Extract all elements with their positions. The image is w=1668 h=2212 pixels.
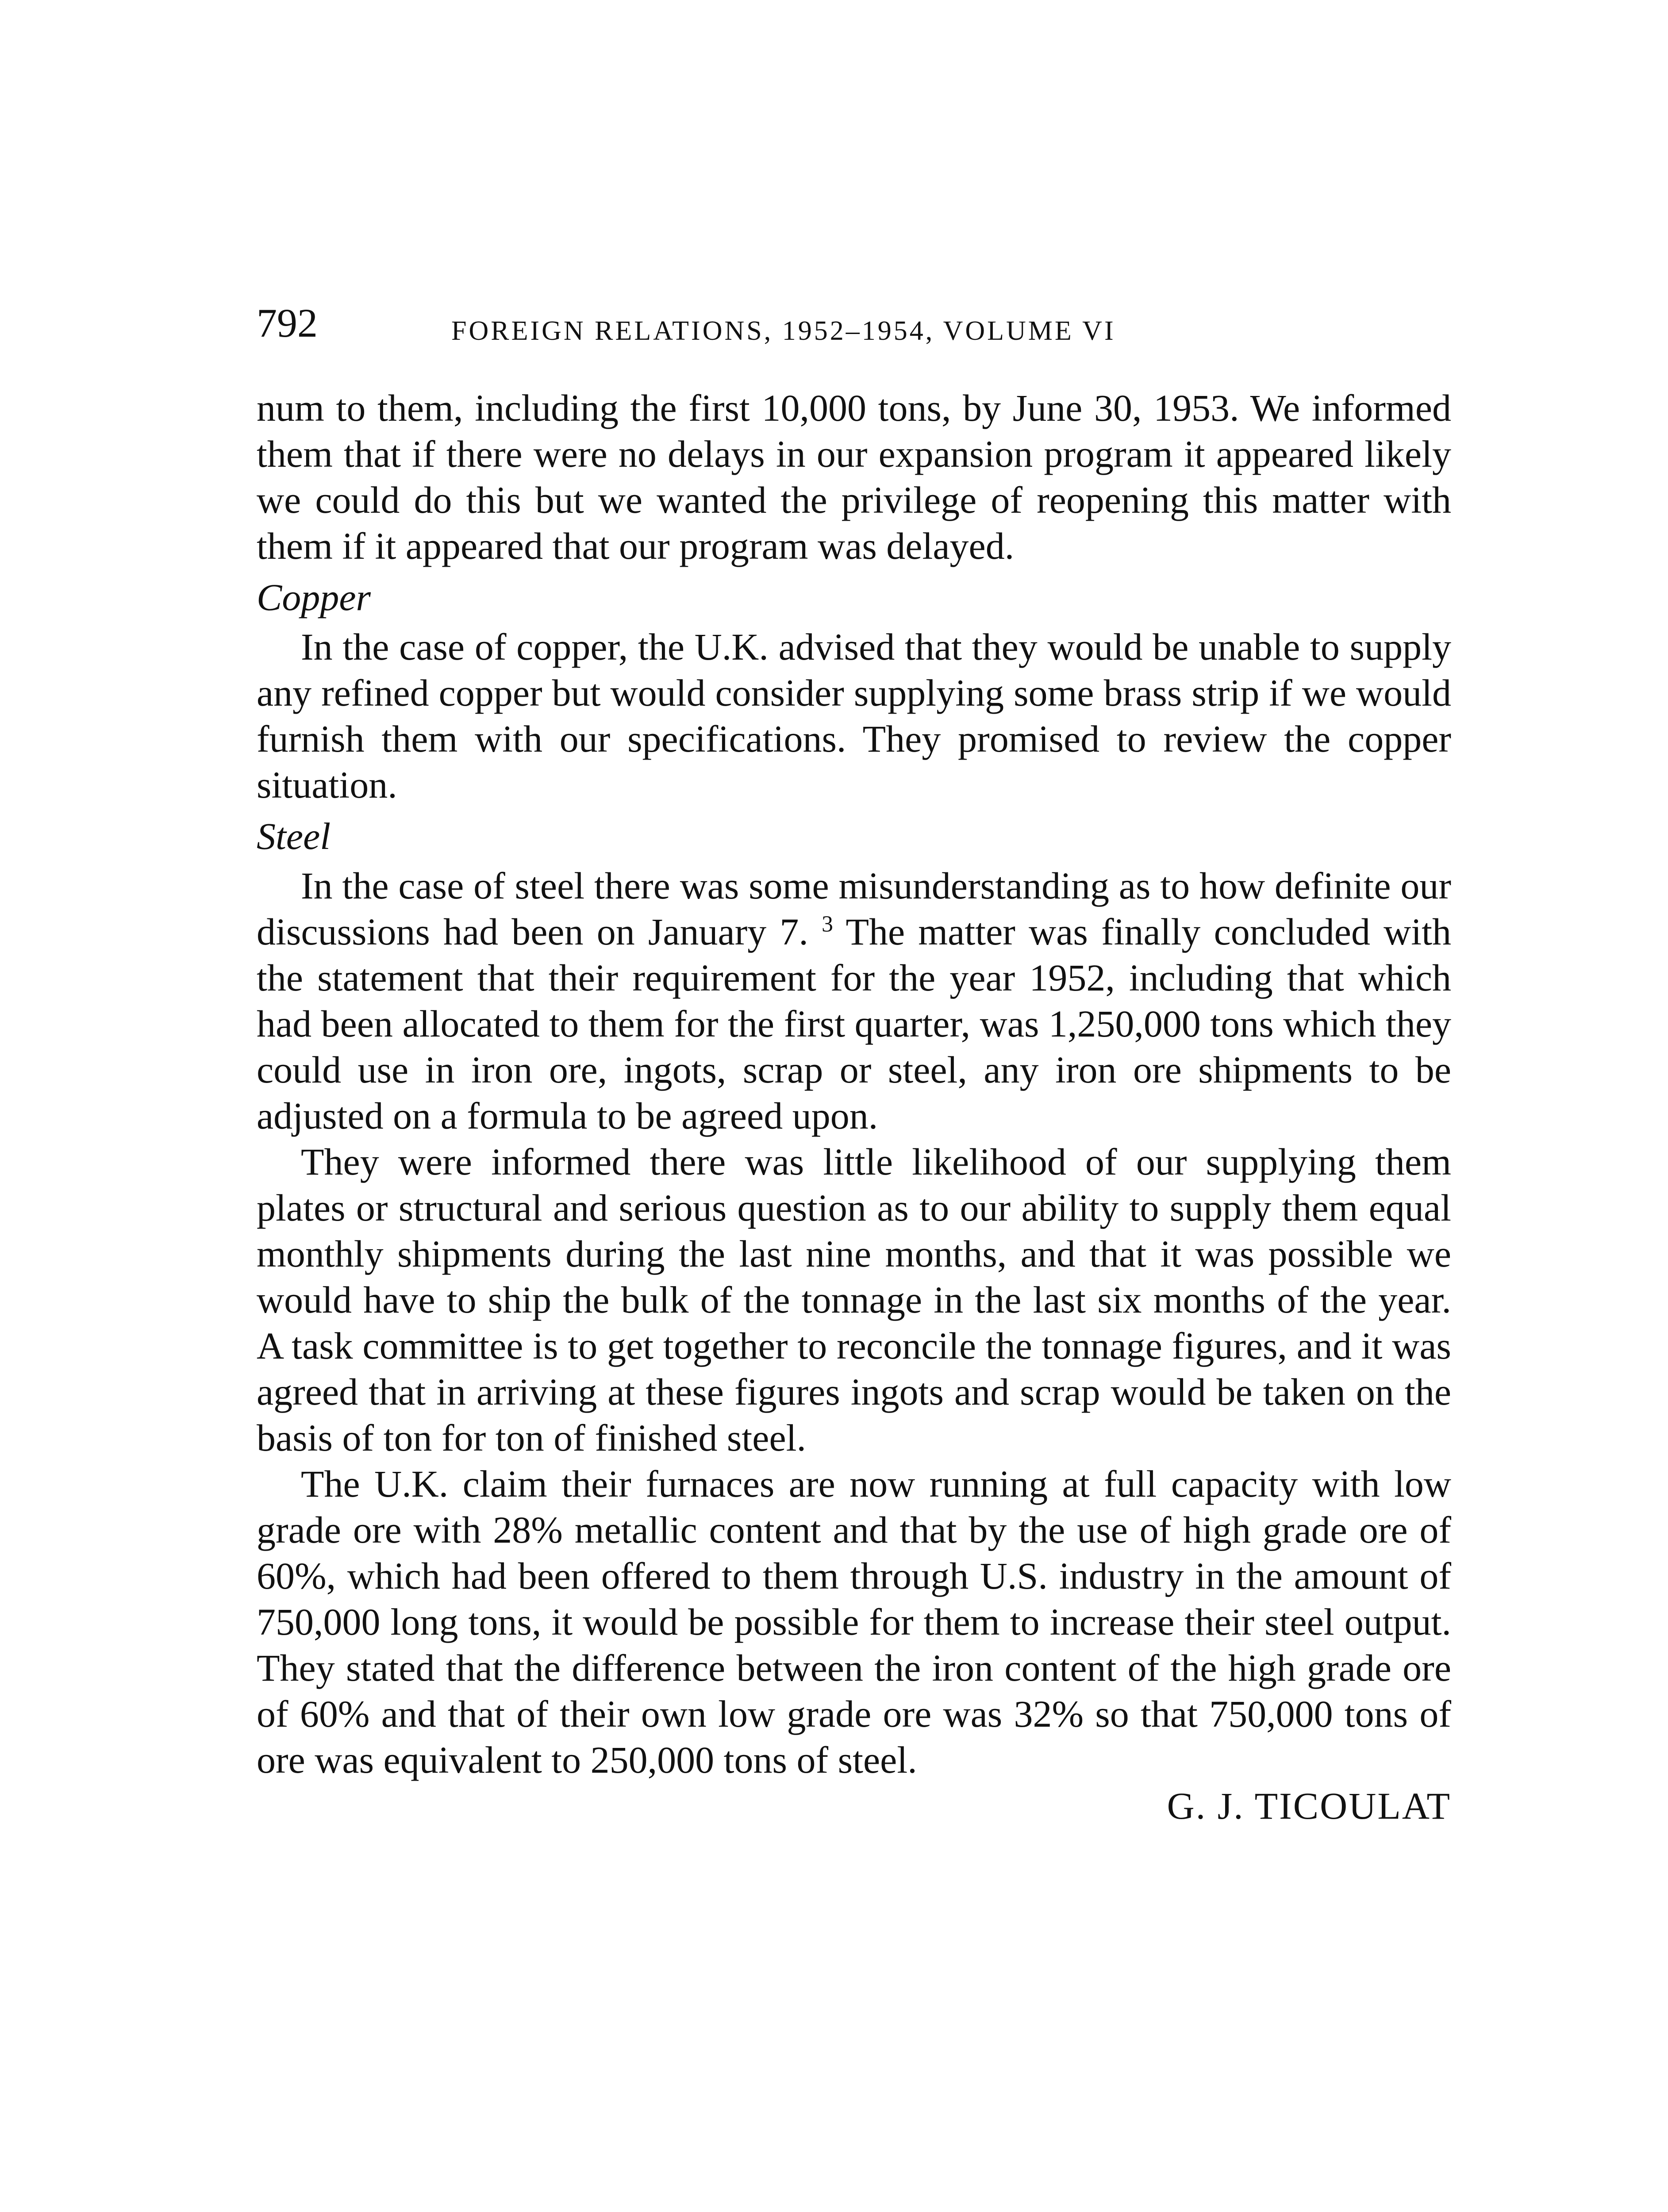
heading-steel: Steel (257, 815, 331, 857)
running-head: FOREIGN RELATIONS, 1952–1954, VOLUME VI (451, 316, 1116, 346)
page-header (257, 290, 1451, 356)
document-body (257, 385, 1451, 1829)
steel-paragraph-1-text-a: In the case of steel there was some misunderstanding as to how definite our discussions had been on January 7. (257, 864, 1451, 953)
steel-paragraph-1-text-b: The matter was finally concluded with the statement that their requirement for the year 1952, including that which had been allocated to them for the first quarter, was 1,250,000 tons which they could use in iron ore, ingots, scrap or steel, any iron ore shipments to be adjusted on a formula to be agreed upon. (257, 910, 1452, 1137)
copper-paragraph: In the case of copper, the U.K. advised that they would be unable to supply any refined copper but would consider supplying some brass strip if we would furnish them with our specifications. They promised to review the copper situation. (257, 626, 1451, 806)
footnote-reference: 3 (822, 911, 833, 937)
page-number: 792 (257, 300, 318, 346)
heading-copper: Copper (257, 576, 371, 618)
steel-paragraph-1 (257, 863, 1451, 1139)
steel-paragraph-2: They were informed there was little likelihood of our supplying them plates or structural and serious question as to our ability to supply them equal monthly shipments during the last nine months, and that it was possible we would have to ship the bulk of the tonnage in the last six months of the year. A task committee is to get together to reconcile the tonnage figures, and it was agreed that in arriving at these figures ingots and scrap would be taken on the basis of ton for ton of finished steel. (257, 1141, 1451, 1459)
intro-paragraph: num to them, including the first 10,000 tons, by June 30, 1953. We informed them that if there were no delays in our expansion program it appeared likely we could do this but we wanted the privilege of reopening this matter with them if it appeared that our program was delayed. (257, 387, 1451, 567)
signature: G. J. TICOULAT (1167, 1785, 1451, 1827)
steel-paragraph-3: The U.K. claim their furnaces are now running at full capacity with low grade ore with 28% metallic content and that by the use of high grade ore of 60%, which had been offered to them through U.S. industry in the amount of 750,000 long tons, it would be possible for them to increase their steel output. They stated that the difference between the iron content of the high grade ore of 60% and that of their own low grade ore was 32% so that 750,000 tons of ore was equivalent to 250,000 tons of steel. (257, 1463, 1451, 1781)
